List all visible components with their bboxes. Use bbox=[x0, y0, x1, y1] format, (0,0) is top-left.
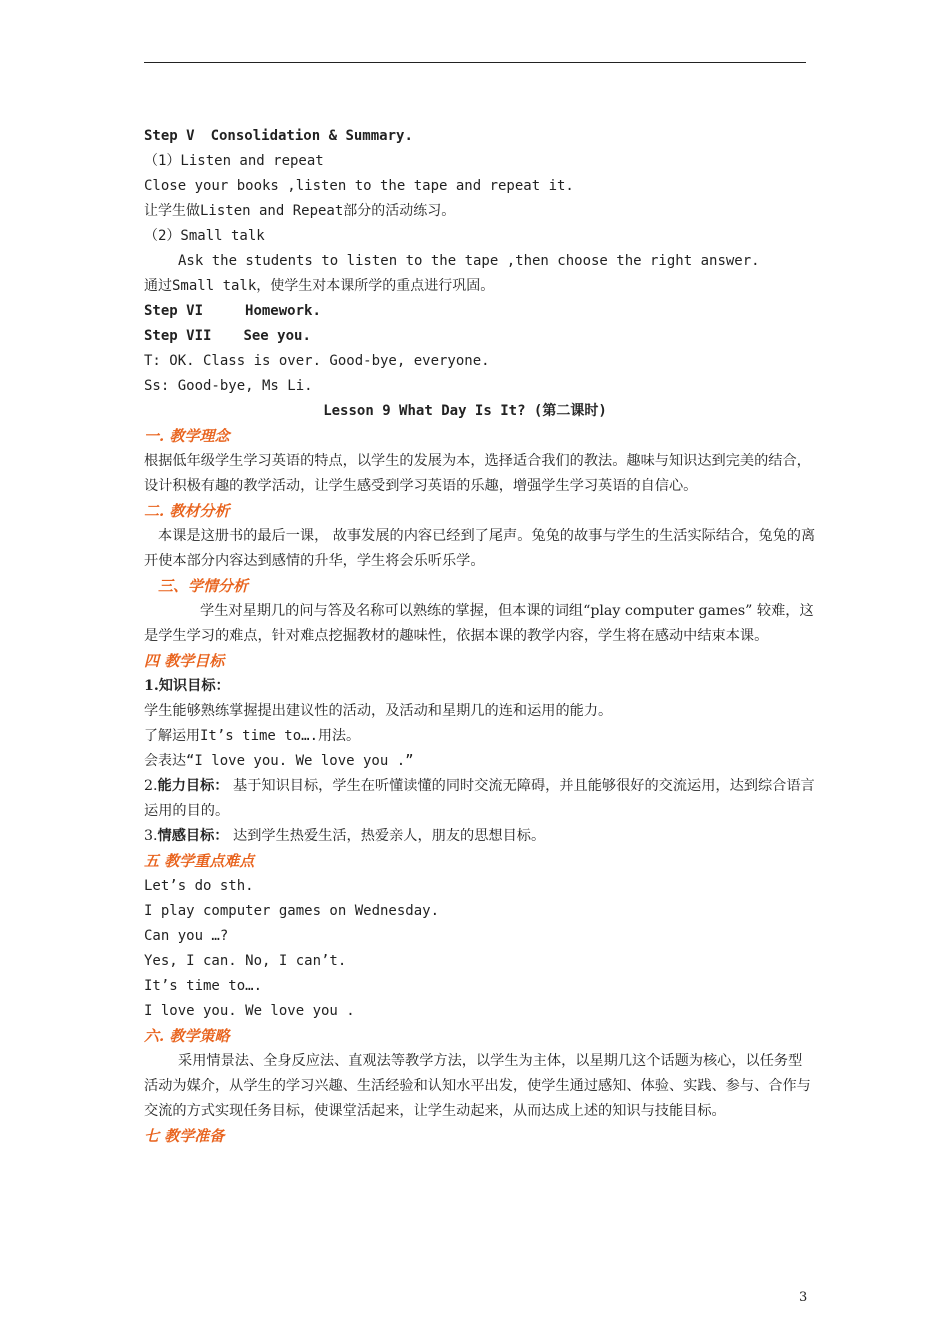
ability-label: 能力目标： bbox=[157, 778, 229, 794]
listen-cn: 让学生做Listen and Repeat部分的活动练习。 bbox=[144, 203, 456, 219]
knowledge-item: 会表达“I love you. We love you .” bbox=[144, 753, 414, 769]
key-point-item: It’s time to…. bbox=[144, 978, 263, 994]
section-1-text: 根据低年级学生学习英语的特点，以学生的发展为本，选择适合我们的教法。趣味与知识达到完美的结合，设计积极有趣的教学活动，让学生感受到学习英语的乐趣，增强学生学习英语的自信心。 bbox=[144, 453, 811, 494]
small-talk-cn: 通过Small talk，使学生对本课所学的重点进行巩固。 bbox=[144, 278, 495, 294]
section-heading-6: 六. 教学策略 bbox=[144, 1027, 230, 1045]
small-talk-heading: （2）Small talk bbox=[144, 228, 265, 244]
ability-text: 基于知识目标，学生在听懂读懂的同时交流无障碍，并且能够很好的交流运用，达到综合语言运用的目的。 bbox=[144, 778, 815, 819]
dialog-line: Ss: Good-bye, Ms Li. bbox=[144, 378, 313, 394]
step-5-heading bbox=[144, 124, 816, 149]
emotion-text: 达到学生热爱生活，热爱亲人，朋友的思想目标。 bbox=[228, 828, 546, 844]
step-title: See you. bbox=[243, 328, 311, 344]
section-3-text: 学生对星期几的问与答及名称可以熟练的掌握，但本课的词组“play computer games” 较难，这是学生学习的难点，针对难点挖掘教材的趣味性，依据本课的教学内容，学生将在感动中结束本课。 bbox=[144, 603, 814, 644]
section-heading-1: 一. 教学理念 bbox=[144, 427, 230, 445]
step-title: Consolidation & Summary. bbox=[210, 128, 413, 144]
knowledge-item: 了解运用It’s time to….用法。 bbox=[144, 728, 361, 744]
ability-num: 2. bbox=[144, 778, 158, 794]
emotion-goal bbox=[144, 824, 816, 849]
key-point-item: Let’s do sth. bbox=[144, 878, 254, 894]
section-2-text: 本课是这册书的最后一课， 故事发展的内容已经到了尾声。兔兔的故事与学生的生活实际结合，兔兔的离开使本部分内容达到感情的升华，学生将会乐听乐学。 bbox=[144, 528, 816, 569]
section-heading-2: 二. 教材分析 bbox=[144, 502, 230, 520]
small-talk-text: Ask the students to listen to the tape ,then choose the right answer. bbox=[178, 253, 760, 269]
section-heading-7: 七 教学准备 bbox=[144, 1127, 225, 1145]
dialog-line: T: OK. Class is over. Good-bye, everyone. bbox=[144, 353, 490, 369]
section-heading-5: 五 教学重点难点 bbox=[144, 852, 255, 870]
header-rule bbox=[144, 62, 806, 63]
step-label: Step VII bbox=[144, 328, 212, 344]
listen-heading: （1）Listen and repeat bbox=[144, 153, 324, 169]
document-body bbox=[144, 124, 816, 1149]
emotion-num: 3. bbox=[144, 828, 158, 844]
key-point-item: I play computer games on Wednesday. bbox=[144, 903, 440, 919]
step-6-heading bbox=[144, 299, 816, 324]
ability-goal bbox=[144, 774, 816, 824]
knowledge-item: 学生能够熟练掌握提出建议性的活动，及活动和星期几的连和运用的能力。 bbox=[144, 703, 613, 719]
key-point-item: Yes, I can. No, I can’t. bbox=[144, 953, 347, 969]
section-heading-4: 四 教学目标 bbox=[144, 652, 225, 670]
knowledge-label: 1.知识目标： bbox=[144, 678, 230, 694]
listen-text: Close your books ,listen to the tape and repeat it. bbox=[144, 178, 574, 194]
step-label: Step VI bbox=[144, 303, 204, 319]
step-title: Homework. bbox=[245, 303, 321, 319]
section-heading-3: 三、学情分析 bbox=[158, 577, 249, 595]
section-6-text: 采用情景法、全身反应法、直观法等教学方法，以学生为主体，以星期几这个话题为核心，以任务型活动为媒介，从学生的学习兴趣、生活经验和认知水平出发，使学生通过感知、体验、实践、参与、合作与交流的方式实现任务目标，使课堂活起来，让学生动起来，从而达成上述的知识与技能目标。 bbox=[144, 1053, 811, 1119]
key-point-item: Can you …? bbox=[144, 928, 229, 944]
emotion-label: 情感目标： bbox=[157, 828, 229, 844]
page-number: 3 bbox=[799, 1290, 808, 1305]
key-point-item: I love you. We love you . bbox=[144, 1003, 355, 1019]
lesson-title: Lesson 9 What Day Is It? (第二课时) bbox=[323, 403, 607, 419]
step-label: Step V bbox=[144, 128, 195, 144]
step-7-heading bbox=[144, 324, 816, 349]
